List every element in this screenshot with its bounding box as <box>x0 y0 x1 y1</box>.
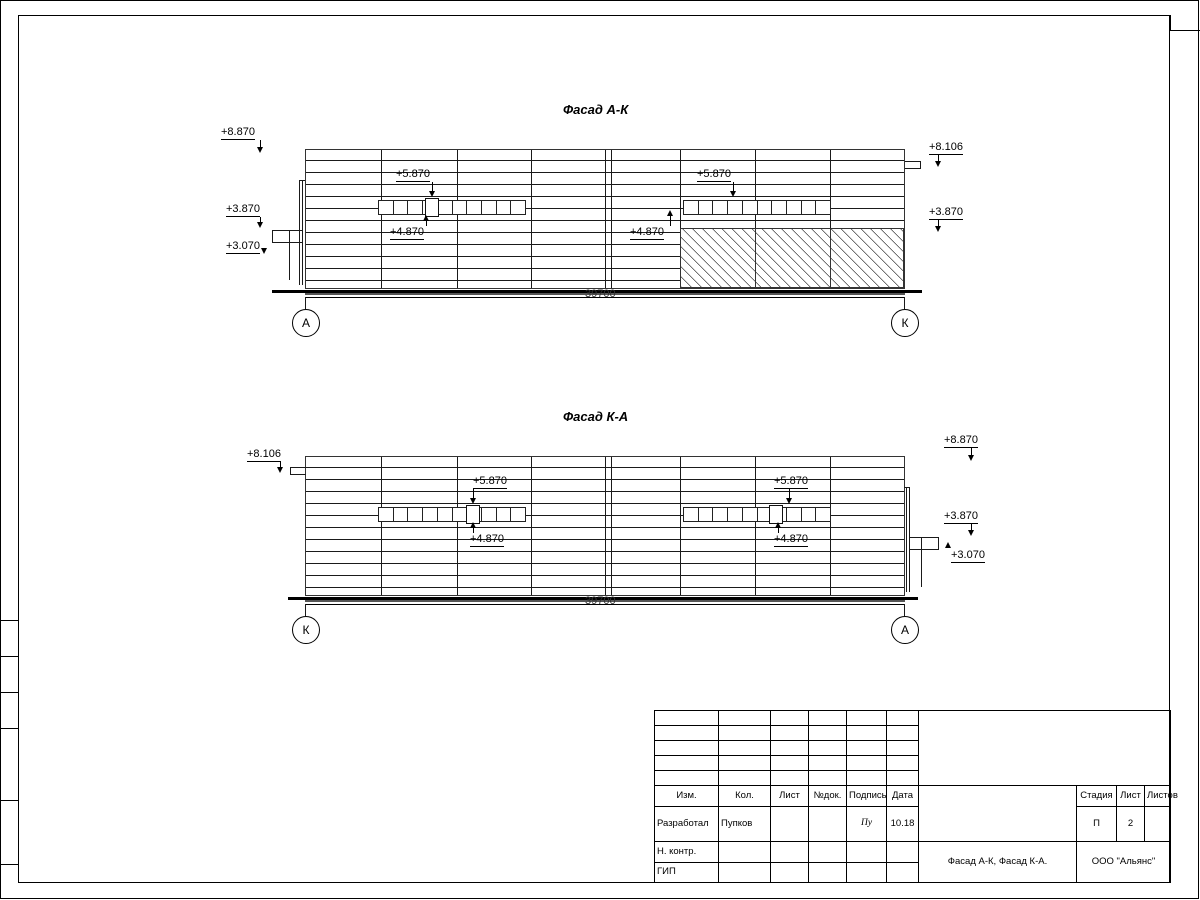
stamp-object-name-cell <box>919 711 1171 786</box>
right-wall-cap <box>904 487 910 488</box>
stamp-header-sheets: Листов <box>1145 786 1171 806</box>
stamp-blank-cell <box>847 756 887 771</box>
stamp-role-developer: Разработал <box>655 806 719 841</box>
elevation-8106: +8.106 <box>929 141 963 153</box>
stamp-blank-cell <box>719 711 771 726</box>
stamp-col-ndok: №док. <box>809 786 847 806</box>
stamp-header-sheet: Лист <box>1117 786 1145 806</box>
right-appendage-edge <box>938 537 939 549</box>
axis-marker-a-2 <box>891 616 919 644</box>
window-ribbon-left-2 <box>378 507 526 522</box>
stamp-blank-cell <box>655 771 719 786</box>
structural-axis <box>605 457 606 595</box>
window-mark-arrow-icon <box>470 498 476 504</box>
stamp-col-list: Лист <box>771 786 809 806</box>
right-appendage-edge2 <box>921 537 922 587</box>
elevation-arrow-icon <box>968 455 974 461</box>
left-parapet-top <box>290 467 306 468</box>
overall-dimension-2: 39700 <box>585 595 616 607</box>
structural-axis <box>531 457 532 595</box>
stamp-blank-cell <box>719 726 771 741</box>
stamp-col-kol: Кол. <box>719 786 771 806</box>
axis-extension <box>305 604 306 616</box>
stamp-blank-cell <box>771 726 809 741</box>
elevation-8870-right-2: +8.870 <box>944 434 978 446</box>
facade-k-a-title: Фасад К-А <box>563 409 629 424</box>
stamp-stage-value: П <box>1077 806 1117 841</box>
stamp-blank-cell <box>887 842 919 862</box>
stamp-blank-cell <box>809 756 847 771</box>
stamp-blank-cell <box>809 862 847 883</box>
stamp-doc-code-cell <box>919 786 1077 842</box>
structural-axis <box>611 457 612 595</box>
stamp-signature-developer: Пу <box>847 806 887 841</box>
stamp-blank-cell <box>719 741 771 756</box>
stamp-blank-cell <box>809 741 847 756</box>
elevation-8106-left-2: +8.106 <box>247 448 281 460</box>
stamp-blank-cell <box>809 771 847 786</box>
stamp-blank-cell <box>655 741 719 756</box>
overall-dimension-1: 39700 <box>585 288 616 300</box>
stamp-blank-cell <box>847 771 887 786</box>
stamp-col-podpis: Подпись <box>847 786 887 806</box>
stamp-blank-cell <box>809 711 847 726</box>
stamp-blank-cell <box>847 862 887 883</box>
axis-label: К <box>901 316 909 330</box>
door-mark-left-2: +4.870 <box>470 533 504 545</box>
stamp-role-gip: ГИП <box>655 862 719 883</box>
elevation-3070-right-2: +3.070 <box>951 549 985 561</box>
right-wall-edge <box>909 487 910 592</box>
stamp-blank-cell <box>771 771 809 786</box>
door-mark-right-2: +4.870 <box>774 533 808 545</box>
elevation-arrow-icon <box>945 542 951 548</box>
structural-axis <box>381 457 382 595</box>
door-mark-arrow-icon <box>470 522 476 528</box>
stamp-blank-cell <box>771 806 809 841</box>
elevation-arrow-icon <box>277 467 283 473</box>
stamp-header-stage: Стадия <box>1077 786 1117 806</box>
right-appendage-bottom <box>909 549 939 550</box>
stamp-blank-cell <box>887 741 919 756</box>
stamp-sheet-title: Фасад А-К, Фасад К-А. <box>919 842 1077 883</box>
stamp-blank-cell <box>847 741 887 756</box>
window-mark-left: +5.870 <box>396 168 430 180</box>
right-appendage-top <box>909 537 939 538</box>
window-mark-right: +5.870 <box>697 168 731 180</box>
window-mark-arrow-icon <box>786 498 792 504</box>
axis-label: А <box>900 623 909 637</box>
elevation-8870: +8.870 <box>221 126 255 138</box>
elevation-3870-right: +3.870 <box>929 206 963 218</box>
stamp-blank-cell <box>719 771 771 786</box>
facade-a-k-title: Фасад А-К <box>563 102 629 117</box>
right-wall-edge <box>906 487 907 592</box>
stamp-company: ООО "Альянс" <box>1077 842 1171 883</box>
stamp-blank-cell <box>887 862 919 883</box>
stamp-blank-cell <box>847 842 887 862</box>
axis-label: К <box>302 623 310 637</box>
stamp-blank-cell <box>771 862 809 883</box>
title-block <box>654 710 1178 883</box>
stamp-blank-cell <box>887 771 919 786</box>
elevation-arrow-icon <box>968 530 974 536</box>
elevation-3870: +3.870 <box>226 203 260 215</box>
window-mark-left-2: +5.870 <box>473 475 507 487</box>
stamp-blank-cell <box>847 711 887 726</box>
stamp-blank-cell <box>771 842 809 862</box>
stamp-blank-cell <box>771 756 809 771</box>
structural-axis <box>755 457 756 595</box>
stamp-blank-cell <box>655 726 719 741</box>
stamp-blank-cell <box>771 711 809 726</box>
door-mark-left: +4.870 <box>390 226 424 238</box>
axis-label: А <box>301 316 310 330</box>
stamp-blank-cell <box>719 756 771 771</box>
axis-marker-k-2 <box>292 616 320 644</box>
axis-extension <box>904 604 905 616</box>
elevation-3070: +3.070 <box>226 240 260 252</box>
stamp-blank-cell <box>719 842 771 862</box>
stamp-date-developer: 10.18 <box>887 806 919 841</box>
stamp-blank-cell <box>771 741 809 756</box>
left-parapet-edge <box>290 467 291 474</box>
stamp-sheet-value: 2 <box>1117 806 1145 841</box>
stamp-blank-cell <box>809 806 847 841</box>
stamp-name-developer: Пупков <box>719 806 771 841</box>
stamp-col-data: Дата <box>887 786 919 806</box>
stamp-role-ncontr: Н. контр. <box>655 842 719 862</box>
structural-axis <box>457 457 458 595</box>
stamp-blank-cell <box>809 726 847 741</box>
stamp-blank-cell <box>887 726 919 741</box>
stamp-blank-cell <box>809 842 847 862</box>
stamp-blank-cell <box>887 756 919 771</box>
stamp-blank-cell <box>655 711 719 726</box>
elevation-3870-right-2: +3.870 <box>944 510 978 522</box>
stamp-col-izm: Изм. <box>655 786 719 806</box>
stamp-blank-cell <box>887 711 919 726</box>
structural-axis <box>680 457 681 595</box>
stamp-blank-cell <box>655 756 719 771</box>
structural-axis <box>830 457 831 595</box>
left-parapet-bottom <box>290 474 306 475</box>
stamp-blank-cell <box>719 862 771 883</box>
window-ribbon-right-2 <box>683 507 831 522</box>
door-mark-arrow-icon <box>775 522 781 528</box>
stamp-blank-cell <box>847 726 887 741</box>
stamp-sheets-value <box>1145 806 1171 841</box>
door-mark-right: +4.870 <box>630 226 664 238</box>
window-mark-right-2: +5.870 <box>774 475 808 487</box>
